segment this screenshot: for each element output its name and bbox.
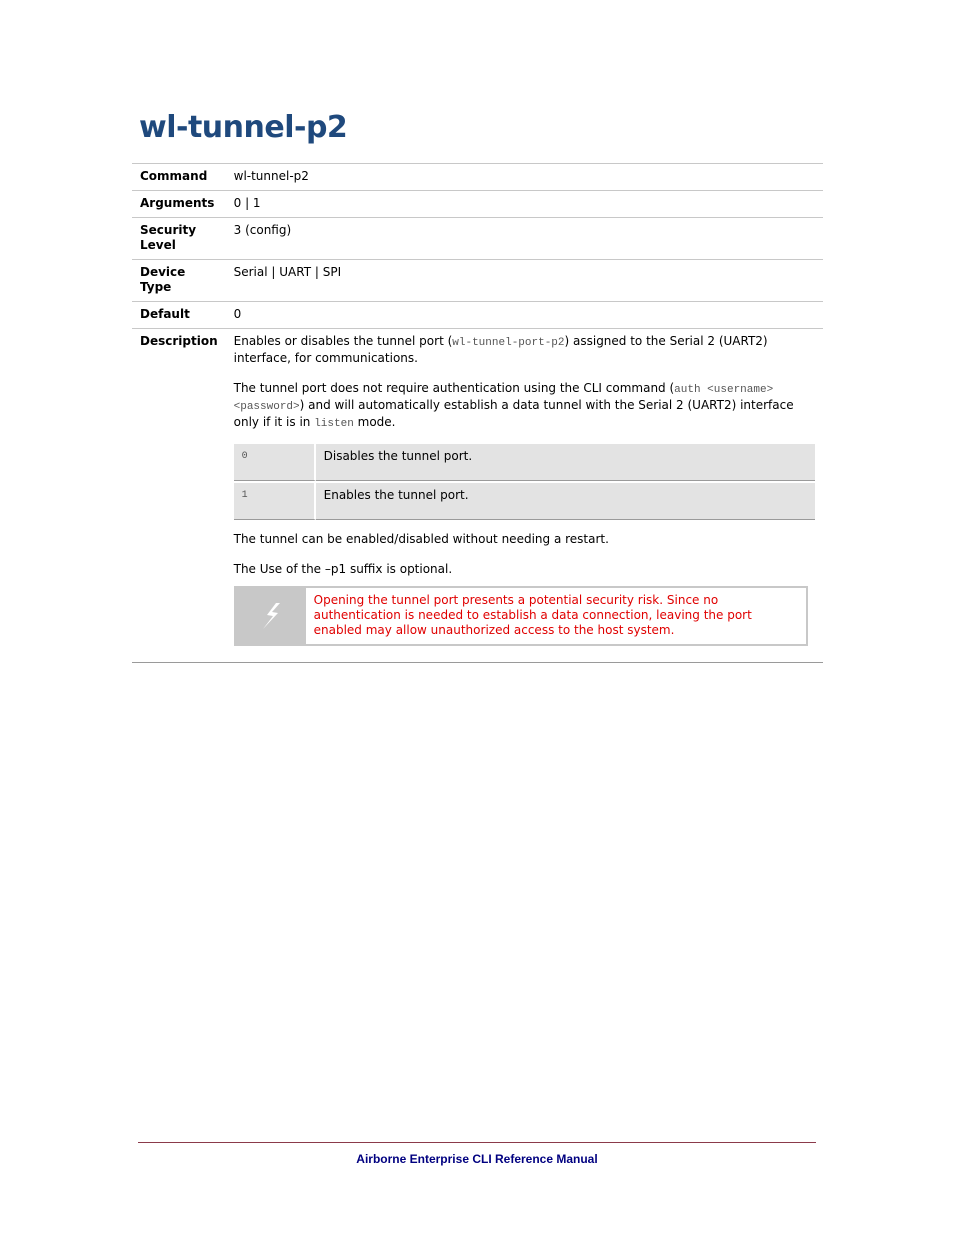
text-span: mode.: [353, 415, 396, 429]
row-command: [132, 164, 823, 191]
arguments-value: 0 | 1: [226, 191, 823, 218]
description-paragraph-4: The Use of the –p1 suffix is optional.: [233, 562, 453, 576]
command-label: Command: [132, 164, 226, 191]
command-reference-table: [132, 163, 823, 663]
text-span: ) assigned to the Serial 2 (UART2) interface, for communications.: [233, 334, 768, 365]
footer-divider: [138, 1142, 816, 1143]
security-level-value: 3 (config): [226, 218, 823, 260]
values-row: [234, 444, 815, 481]
default-label: Default: [132, 302, 226, 329]
row-description: [132, 329, 823, 663]
row-default: [132, 302, 823, 329]
security-label-line2: Level: [140, 238, 176, 252]
security-level-label: [132, 218, 226, 260]
value-description: Disables the tunnel port.: [316, 444, 815, 481]
default-value: 0: [226, 302, 823, 329]
code-listen: listen: [314, 418, 354, 430]
device-type-label: Device Type: [132, 260, 226, 302]
text-span: The tunnel port does not require authentication using the CLI command (: [233, 381, 675, 395]
warning-box: [234, 586, 808, 646]
footer-title: Airborne Enterprise CLI Reference Manual: [356, 1152, 598, 1166]
security-label-line1: Security: [140, 223, 197, 237]
text-span: Enables or disables the tunnel port (: [233, 334, 453, 348]
value-description: Enables the tunnel port.: [316, 483, 815, 520]
row-device-type: [132, 260, 823, 302]
code-auth-command: auth <username> <password>: [233, 384, 774, 413]
arguments-label: Arguments: [132, 191, 226, 218]
code-tunnel-port: wl-tunnel-port-p2: [452, 337, 565, 349]
warning-icon-box: [236, 588, 306, 644]
values-table: [234, 442, 815, 522]
description-paragraph-3: The tunnel can be enabled/disabled without needing a restart.: [233, 532, 609, 546]
description-paragraph-2: [234, 381, 815, 432]
text-span: ) and will automatically establish a data tunnel with the Serial 2 (UART2) interface only if it is in: [233, 398, 794, 429]
command-value: wl-tunnel-p2: [226, 164, 823, 191]
row-security-level: [132, 218, 823, 260]
device-type-value: Serial | UART | SPI: [226, 260, 823, 302]
value-code: 1: [234, 483, 316, 520]
row-arguments: [132, 191, 823, 218]
page-title: wl-tunnel-p2: [139, 110, 348, 145]
values-row: [234, 483, 815, 520]
description-label: Description: [132, 329, 226, 663]
warning-text: Opening the tunnel port presents a potential security risk. Since no authentication is needed to establish a data connection, leaving the port enabled may allow unauthorized access to the host system.: [313, 593, 752, 637]
value-code: 0: [234, 444, 316, 481]
description-paragraph-1: [234, 334, 815, 366]
lightning-bolt-icon: [254, 599, 288, 633]
description-body: [226, 329, 823, 663]
